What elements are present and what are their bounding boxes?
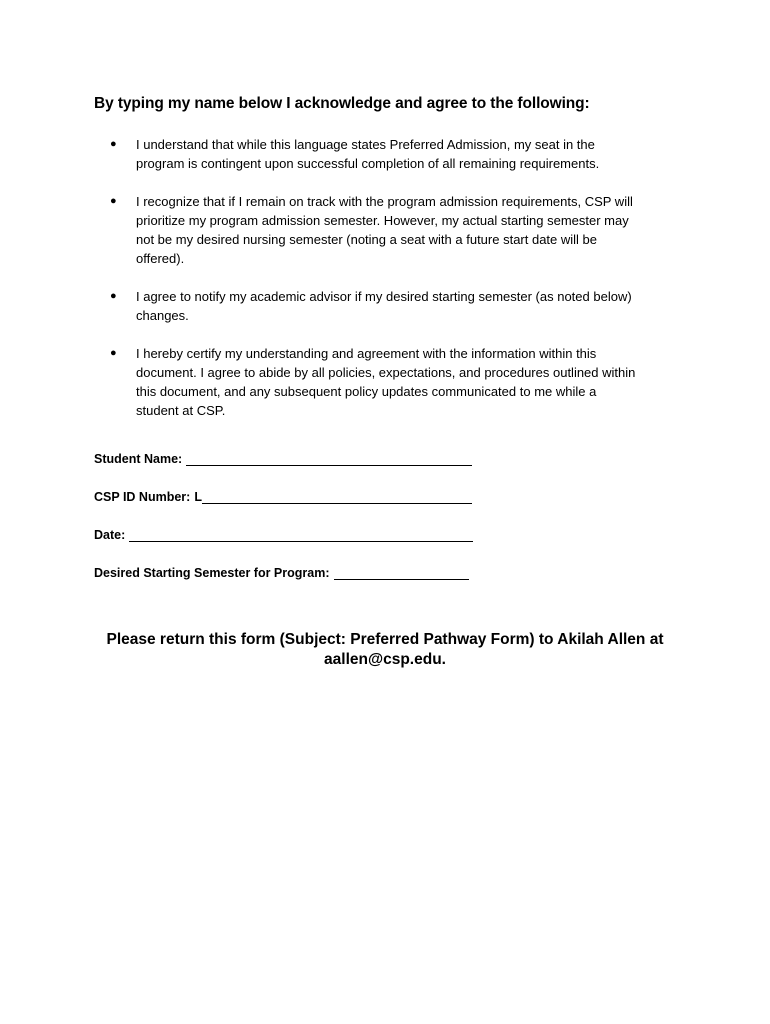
date-field [94, 528, 473, 542]
desired-semester-input[interactable] [334, 567, 469, 580]
csp-id-prefix: L [194, 490, 202, 504]
bullet-text: I recognize that if I remain on track with the program admission requirements, CSP will prioritize my program admission semester. However, my actual starting semester may not be my desired nursing semester (noting a seat with a future start date will be offered). [136, 194, 633, 266]
bullet-icon: ● [110, 347, 117, 359]
desired-semester-label: Desired Starting Semester for Program: [94, 566, 330, 580]
csp-id-field [94, 490, 472, 504]
bullet-text: I understand that while this language states Preferred Admission, my seat in the program is contingent upon successful completion of all remaining requirements. [136, 137, 600, 171]
acknowledgement-heading: By typing my name below I acknowledge and agree to the following: [94, 95, 590, 112]
desired-semester-field [94, 566, 469, 580]
list-item [110, 344, 690, 420]
date-input[interactable] [129, 529, 473, 542]
bullet-icon: ● [110, 138, 117, 150]
bullet-text: I agree to notify my academic advisor if my desired starting semester (as noted below) changes. [136, 289, 632, 323]
csp-id-label: CSP ID Number: [94, 490, 191, 504]
bullet-icon: ● [110, 195, 117, 207]
bullet-text: I hereby certify my understanding and agreement with the information within this document. I agree to abide by all policies, expectations, and procedures outlined within this document, and any subsequent policy updates communicated to me while a student at CSP. [136, 346, 636, 418]
student-name-input[interactable] [186, 453, 472, 466]
acknowledgement-list [110, 135, 690, 439]
csp-id-input[interactable] [202, 491, 472, 504]
student-name-field [94, 452, 472, 466]
list-item [110, 287, 690, 325]
return-instructions: Please return this form (Subject: Preferred Pathway Form) to Akilah Allen at aallen@csp.edu. [106, 631, 664, 668]
bullet-icon: ● [110, 290, 117, 302]
list-item [110, 135, 690, 173]
list-item [110, 192, 690, 268]
date-label: Date: [94, 528, 126, 542]
student-name-label: Student Name: [94, 452, 183, 466]
